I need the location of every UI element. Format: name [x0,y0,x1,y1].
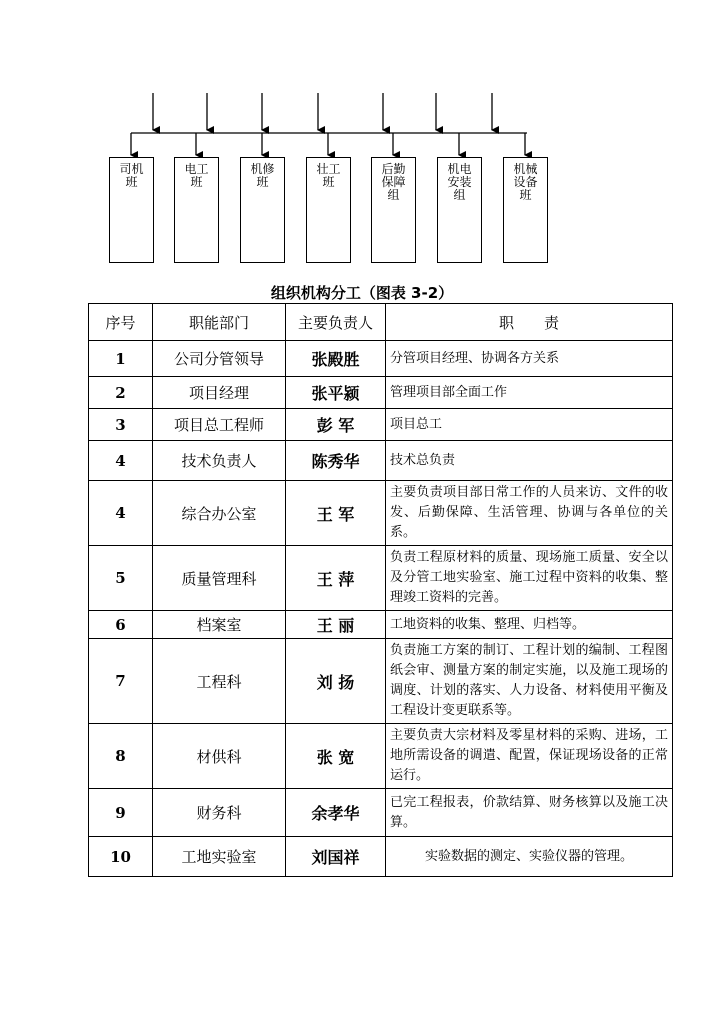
row-number: 8 [89,724,153,789]
row-number: 7 [89,639,153,724]
table-title: 组织机构分工（图表 3-2） [270,284,454,302]
table-row [89,837,673,877]
row-department: 质量管理科 [153,546,286,611]
header-duty: 职 责 [386,304,673,341]
row-duty: 主要负责项目部日常工作的人员来访、文件的收发、后勤保障、生活管理、协调与各单位的关系。 [386,481,673,546]
team-box: 后勤 保障 组 [371,157,416,263]
row-person: 刘 扬 [286,639,386,724]
row-person: 刘国祥 [286,837,386,877]
row-number: 4 [89,441,153,481]
table-row [89,409,673,441]
row-department: 财务科 [153,789,286,837]
team-box: 电工 班 [174,157,219,263]
row-person: 张殿胜 [286,341,386,377]
row-duty: 主要负责大宗材料及零星材料的采购、进场，工地所需设备的调遣、配置，保证现场设备的正常运行。 [386,724,673,789]
row-person: 王 丽 [286,611,386,639]
org-chart [0,0,724,270]
table-row [89,546,673,611]
row-duty: 已完工程报表，价款结算、财务核算以及施工决算。 [386,789,673,837]
row-person: 王 军 [286,481,386,546]
row-duty: 工地资料的收集、整理、归档等。 [386,611,673,639]
row-duty: 管理项目部全面工作 [386,377,673,409]
row-department: 综合办公室 [153,481,286,546]
row-person: 陈秀华 [286,441,386,481]
header-person: 主要负责人 [286,304,386,341]
team-box: 机修 班 [240,157,285,263]
row-number: 5 [89,546,153,611]
row-duty: 实验数据的测定、实验仪器的管理。 [386,837,673,877]
row-department: 工程科 [153,639,286,724]
organization-division-table [88,303,673,877]
row-number: 3 [89,409,153,441]
row-person: 张 宽 [286,724,386,789]
team-box: 机械 设备 班 [503,157,548,263]
row-department: 技术负责人 [153,441,286,481]
row-department: 项目经理 [153,377,286,409]
row-number: 1 [89,341,153,377]
header-no: 序号 [89,304,153,341]
row-duty: 分管项目经理、协调各方关系 [386,341,673,377]
table-header-row [89,304,673,341]
row-duty: 项目总工 [386,409,673,441]
table-row [89,341,673,377]
table-row [89,639,673,724]
row-department: 材供科 [153,724,286,789]
row-number: 4 [89,481,153,546]
table-row [89,724,673,789]
row-person: 余孝华 [286,789,386,837]
row-duty: 技术总负责 [386,441,673,481]
row-department: 工地实验室 [153,837,286,877]
team-box: 司机 班 [109,157,154,263]
row-department: 项目总工程师 [153,409,286,441]
row-person: 王 萍 [286,546,386,611]
row-number: 6 [89,611,153,639]
row-department: 档案室 [153,611,286,639]
team-box: 壮工 班 [306,157,351,263]
table-row [89,611,673,639]
table-row [89,481,673,546]
row-duty: 负责施工方案的制订、工程计划的编制、工程图纸会审、测量方案的制定实施，以及施工现场的调度、计划的落实、人力设备、材料使用平衡及工程设计变更联系等。 [386,639,673,724]
row-person: 彭 军 [286,409,386,441]
row-number: 9 [89,789,153,837]
row-department: 公司分管领导 [153,341,286,377]
header-dept: 职能部门 [153,304,286,341]
row-number: 2 [89,377,153,409]
table-row [89,377,673,409]
row-person: 张平颍 [286,377,386,409]
row-duty: 负责工程原材料的质量、现场施工质量、安全以及分管工地实验室、施工过程中资料的收集、整理竣工资料的完善。 [386,546,673,611]
table-row [89,441,673,481]
table-row [89,789,673,837]
row-number: 10 [89,837,153,877]
team-box: 机电 安装 组 [437,157,482,263]
